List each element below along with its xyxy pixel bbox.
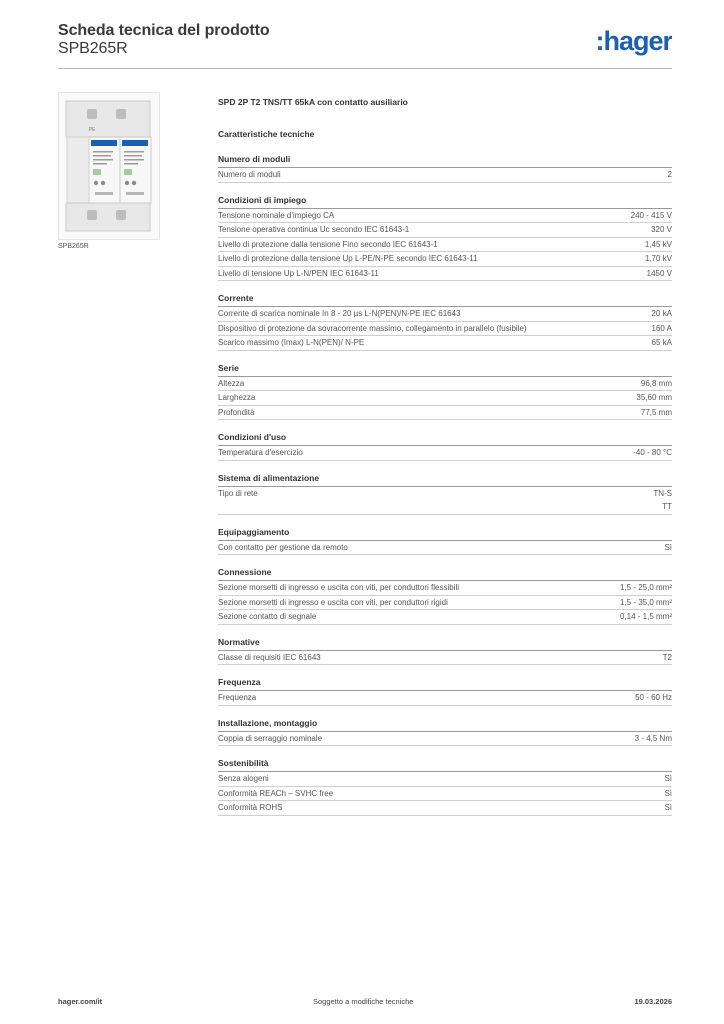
spec-value: 1,70 kV (644, 254, 672, 263)
spec-label: Senza alogeni (218, 774, 269, 783)
spec-label: Sezione morsetti di ingresso e uscita con viti, per conduttori flessibili (218, 583, 459, 592)
spec-label: Livello di tensione Up L-N/PEN IEC 61643-11 (218, 268, 379, 278)
spec-label: Scarico massimo (Imax) L-N(PEN)/ N-PE (218, 338, 365, 347)
section-title: Frequenza (218, 676, 672, 691)
spec-value: 35,60 mm (636, 393, 672, 402)
spec-row (218, 322, 672, 337)
spec-section (218, 431, 672, 461)
spec-section (218, 362, 672, 421)
svg-text:PE: PE (88, 127, 96, 133)
spec-section (218, 153, 672, 183)
spec-section (218, 526, 672, 556)
spec-label: Sezione contatto di segnale (218, 612, 317, 621)
spec-value (653, 487, 672, 514)
section-title: Sostenibilità (218, 757, 672, 772)
spec-row (218, 801, 672, 816)
spec-label: Larghezza (218, 393, 256, 402)
spec-section (218, 676, 672, 706)
spec-value: 50 - 60 Hz (635, 693, 672, 702)
spec-value: Sì (664, 542, 672, 552)
section-title: Condizioni d'uso (218, 431, 672, 446)
spec-value: 1450 V (646, 268, 672, 278)
spec-section (218, 717, 672, 747)
section-title: Numero di moduli (218, 153, 672, 168)
spec-row (218, 267, 672, 282)
spec-value: 160 A (651, 323, 672, 333)
spec-row (218, 391, 672, 406)
product-name: SPD 2P T2 TNS/TT 65kA con contatto ausiliario (218, 97, 408, 107)
spec-value: 77,5 mm (640, 407, 672, 417)
spec-value: 1,45 kV (644, 239, 672, 249)
page-title: Scheda tecnica del prodotto (58, 22, 270, 39)
spec-label: Conformità REACh – SVHC free (218, 788, 334, 798)
spec-row (218, 596, 672, 611)
spec-value: 3 - 4,5 Nm (634, 733, 672, 743)
spec-label: Altezza (218, 378, 245, 388)
spec-row (218, 168, 672, 183)
spec-label: Numero di moduli (218, 170, 281, 179)
spec-label: Tensione operativa continua Uc secondo IEC 61643-1 (218, 225, 410, 234)
spec-value: -40 - 80 °C (633, 448, 672, 457)
spec-value: 20 kA (651, 309, 672, 318)
spec-row (218, 209, 672, 224)
spec-value: 240 - 415 V (630, 210, 672, 220)
footer-website[interactable]: hager.com/it (58, 997, 103, 1006)
spec-row (218, 651, 672, 666)
spec-label: Conformità ROHS (218, 803, 283, 812)
spec-section (218, 292, 672, 351)
product-image (58, 92, 160, 240)
characteristics-heading: Caratteristiche tecniche (218, 129, 315, 139)
header-divider (58, 68, 672, 69)
spec-section (218, 472, 672, 515)
spec-label: Coppia di serraggio nominale (218, 733, 323, 743)
spec-value: 96,8 mm (640, 378, 672, 388)
spec-row (218, 223, 672, 238)
spec-row (218, 377, 672, 392)
spec-label: Corrente di scarica nominale In 8 - 20 µs L-N(PEN)/N-PE IEC 61643 (218, 309, 461, 318)
spec-section (218, 566, 672, 625)
product-image-caption: SPB265R (58, 243, 89, 250)
spec-row (218, 610, 672, 625)
spec-row (218, 772, 672, 787)
section-title: Corrente (218, 292, 672, 307)
spec-value-line: TN-S (653, 488, 672, 498)
spec-label: Tensione nominale d'impiego CA (218, 210, 335, 220)
section-title: Condizioni di impiego (218, 194, 672, 209)
spec-value: Sì (664, 774, 672, 783)
spec-row (218, 238, 672, 253)
hager-logo (588, 26, 672, 56)
spec-row (218, 581, 672, 596)
page-header (58, 22, 672, 70)
svg-text::hager: :hager (595, 26, 672, 56)
spec-value: Sì (664, 803, 672, 812)
section-title: Serie (218, 362, 672, 377)
product-code: SPB265R (58, 40, 128, 57)
spec-value: 2 (667, 170, 672, 179)
spec-label: Con contatto per gestione da remoto (218, 542, 348, 552)
spec-value: 1,5 - 35,0 mm² (619, 597, 672, 607)
spec-row (218, 446, 672, 461)
spec-section (218, 194, 672, 282)
surge-protector-illustration (59, 93, 159, 239)
spec-label: Sezione morsetti di ingresso e uscita con viti, per conduttori rigidi (218, 597, 448, 607)
spec-value: 0,14 - 1,5 mm² (619, 612, 672, 621)
spec-value: 1,5 - 25,0 mm² (619, 583, 672, 592)
spec-value: Sì (664, 788, 672, 798)
spec-row (218, 541, 672, 556)
spec-label: Dispositivo di protezione da sovracorrente massimo, collegamento in parallelo (fusibile) (218, 323, 527, 333)
spec-section (218, 757, 672, 816)
spec-value: 65 kA (651, 338, 672, 347)
section-title: Equipaggiamento (218, 526, 672, 541)
spec-row (218, 691, 672, 706)
section-title: Connessione (218, 566, 672, 581)
spec-section (218, 636, 672, 666)
spec-row (218, 252, 672, 267)
section-title: Installazione, montaggio (218, 717, 672, 732)
spec-value: T2 (662, 652, 672, 662)
spec-label: Livello di protezione dalla tensione Fino secondo IEC 61643-1 (218, 239, 438, 249)
spec-row (218, 336, 672, 351)
footer-date: 19.03.2026 (634, 997, 672, 1006)
spec-label: Temperatura d'esercizio (218, 448, 303, 457)
spec-content (218, 96, 672, 827)
spec-row (218, 406, 672, 421)
spec-label: Livello di protezione dalla tensione Up L-PE/N-PE secondo IEC 61643-11 (218, 254, 478, 263)
page-footer (58, 997, 672, 1011)
spec-label: Classe di requisiti IEC 61643 (218, 652, 321, 662)
section-title: Normative (218, 636, 672, 651)
spec-row (218, 732, 672, 747)
spec-row (218, 307, 672, 322)
spec-row (218, 787, 672, 802)
spec-sections (218, 153, 672, 816)
section-title: Sistema di alimentazione (218, 472, 672, 487)
footer-note: Soggetto a modifiche tecniche (313, 997, 414, 1006)
spec-row (218, 487, 672, 515)
spec-label: Profondità (218, 407, 255, 417)
spec-label: Frequenza (218, 693, 257, 702)
spec-label: Tipo di rete (218, 488, 258, 498)
spec-value-line: TT (662, 502, 672, 511)
spec-value: 320 V (651, 225, 672, 234)
